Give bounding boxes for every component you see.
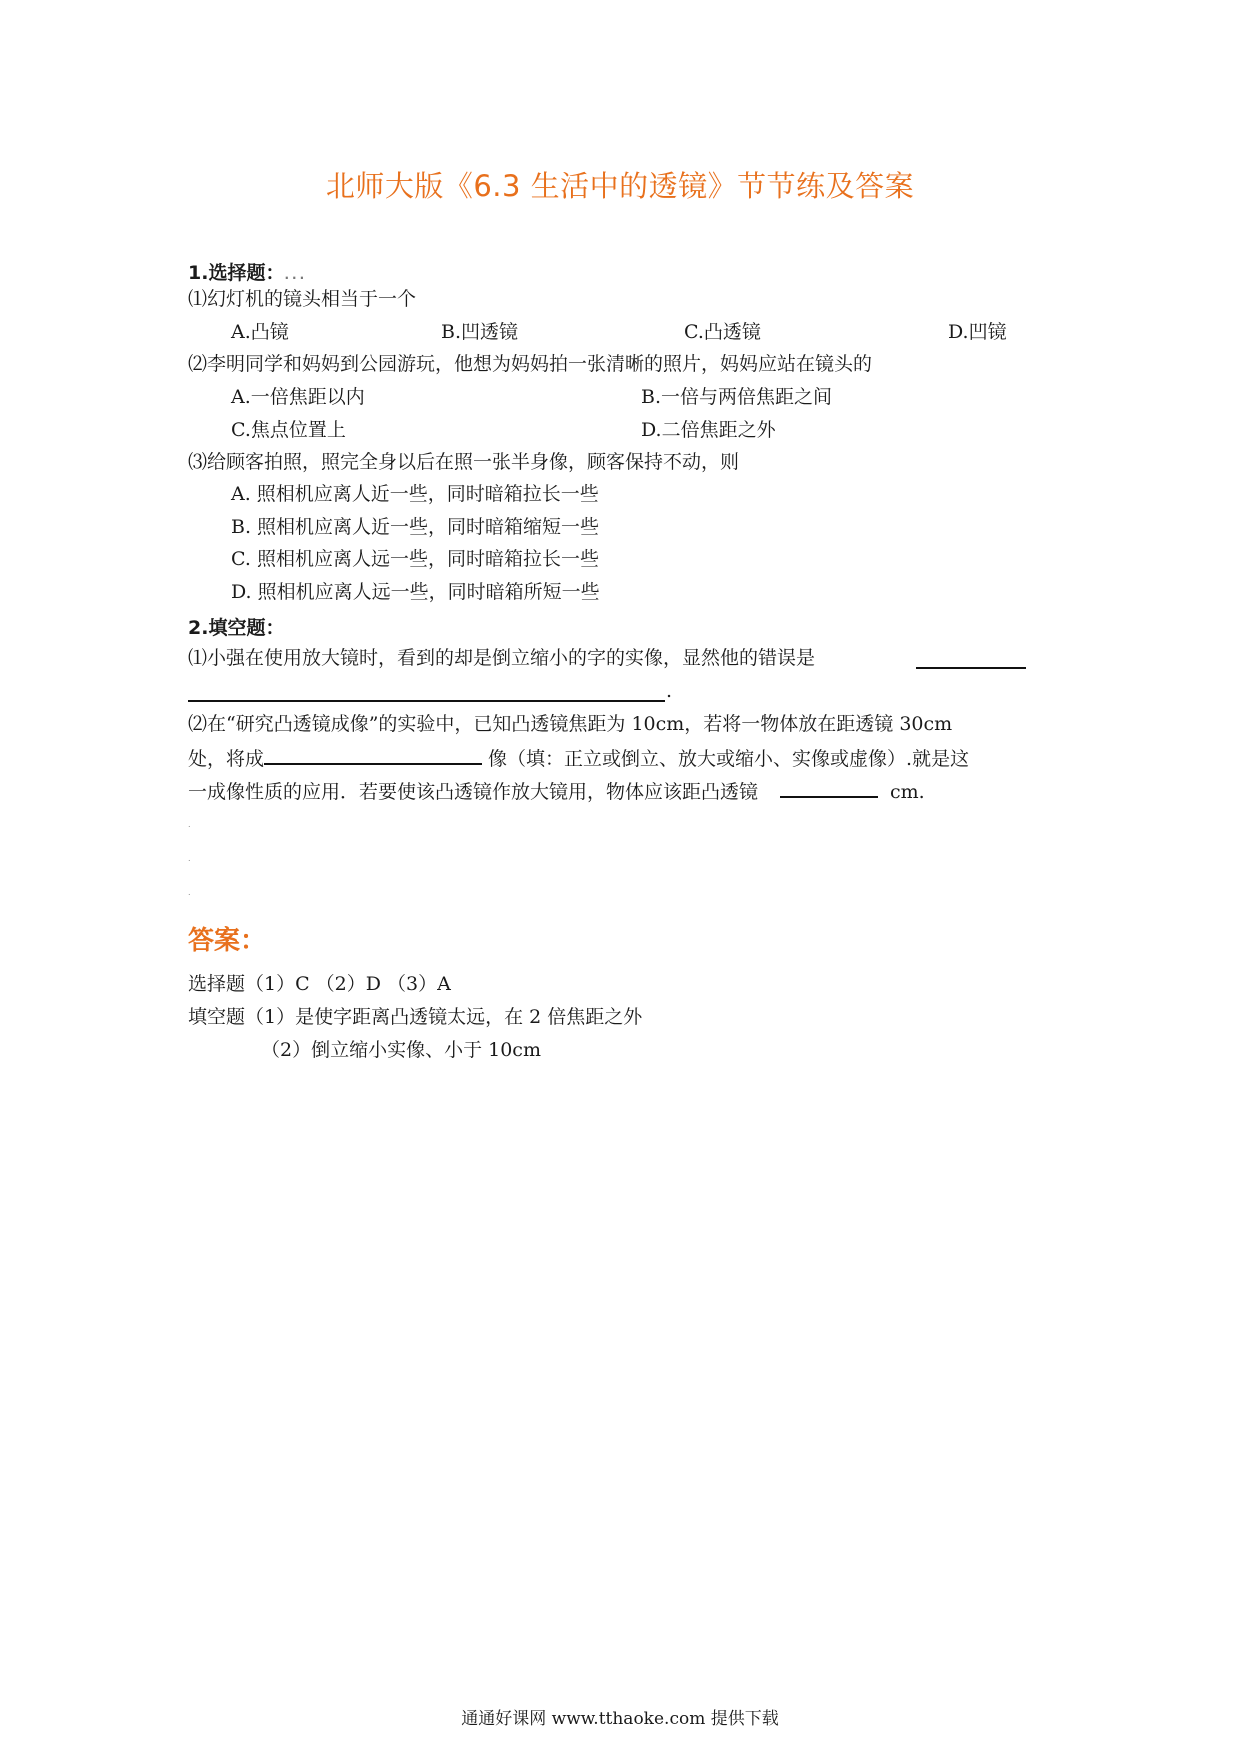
answers-line2: 填空题（1）是使字距离凸透镜太远，在 2 倍焦距之外 <box>188 1006 643 1028</box>
fill-q2-line3-a: 一成像性质的应用．若要使该凸透镜作放大镜用，物体应该距凸透镜 <box>188 781 759 803</box>
q2-option-d: D.二倍焦距之外 <box>641 419 776 441</box>
q2-option-b: B.一倍与两倍焦距之间 <box>641 386 833 408</box>
q1-stem: ⑴幻灯机的镜头相当于一个 <box>188 288 417 310</box>
q3-stem: ⑶给顾客拍照，照完全身以后在照一张半身像，顾客保持不动，则 <box>188 451 740 473</box>
stray-mark-2: . <box>188 854 191 863</box>
q3-option-a: A. 照相机应离人近一些，同时暗箱拉长一些 <box>231 483 599 505</box>
fill-q1-blank-2 <box>188 700 665 702</box>
fill-q2-blank-2 <box>780 778 878 798</box>
fill-q2-line1: ⑵在“研究凸透镜成像”的实验中，已知凸透镜焦距为 10cm，若将一物体放在距透镜 30cm <box>188 713 953 735</box>
q2-stem: ⑵李明同学和妈妈到公园游玩，他想为妈妈拍一张清晰的照片，妈妈应站在镜头的 <box>188 353 873 375</box>
q2-option-a: A.一倍焦距以内 <box>231 386 365 408</box>
section1-heading <box>188 258 307 285</box>
heading-dots: ... <box>284 268 308 282</box>
q1-option-d: D.凹镜 <box>948 321 1007 343</box>
fill-q1-end: . <box>666 680 673 702</box>
stray-mark-1: . <box>188 820 191 829</box>
answers-line1: 选择题（1）C （2）D （3）A <box>188 973 451 995</box>
fill-q1-blank-1 <box>916 667 1026 669</box>
q1-option-a: A.凸镜 <box>231 321 289 343</box>
fill-q2-blank-1 <box>264 745 482 765</box>
document-title: 北师大版《6.3 生活中的透镜》节节练及答案 <box>325 169 915 203</box>
q1-option-c: C.凸透镜 <box>684 321 761 343</box>
q3-option-b: B. 照相机应离人近一些，同时暗箱缩短一些 <box>231 516 600 538</box>
section1-heading-text: 1.选择题： <box>188 262 285 284</box>
section2-heading: 2.填空题： <box>188 617 285 639</box>
fill-q2-line2-a: 处，将成 <box>188 748 265 770</box>
q2-option-c: C.焦点位置上 <box>231 419 346 441</box>
fill-q1-stem: ⑴小强在使用放大镜时，看到的却是倒立缩小的字的实像，显然他的错误是 <box>188 647 816 669</box>
fill-q2-line3 <box>188 778 925 804</box>
q1-option-b: B.凹透镜 <box>441 321 519 343</box>
answers-heading: 答案： <box>188 926 267 956</box>
q3-option-c: C. 照相机应离人远一些，同时暗箱拉长一些 <box>231 548 599 570</box>
fill-q2-line2 <box>188 745 969 771</box>
q3-option-d: D. 照相机应离人远一些，同时暗箱所短一些 <box>231 581 600 603</box>
fill-q2-line3-b: cm. <box>890 781 925 803</box>
fill-q2-line2-b: 像（填：正立或倒立、放大或缩小、实像或虚像）.就是这 <box>482 748 970 770</box>
stray-mark-3: . <box>188 888 191 897</box>
page-footer: 通通好课网 www.tthaoke.com 提供下载 <box>461 1709 779 1729</box>
answers-line3: （2）倒立缩小实像、小于 10cm <box>261 1039 541 1061</box>
